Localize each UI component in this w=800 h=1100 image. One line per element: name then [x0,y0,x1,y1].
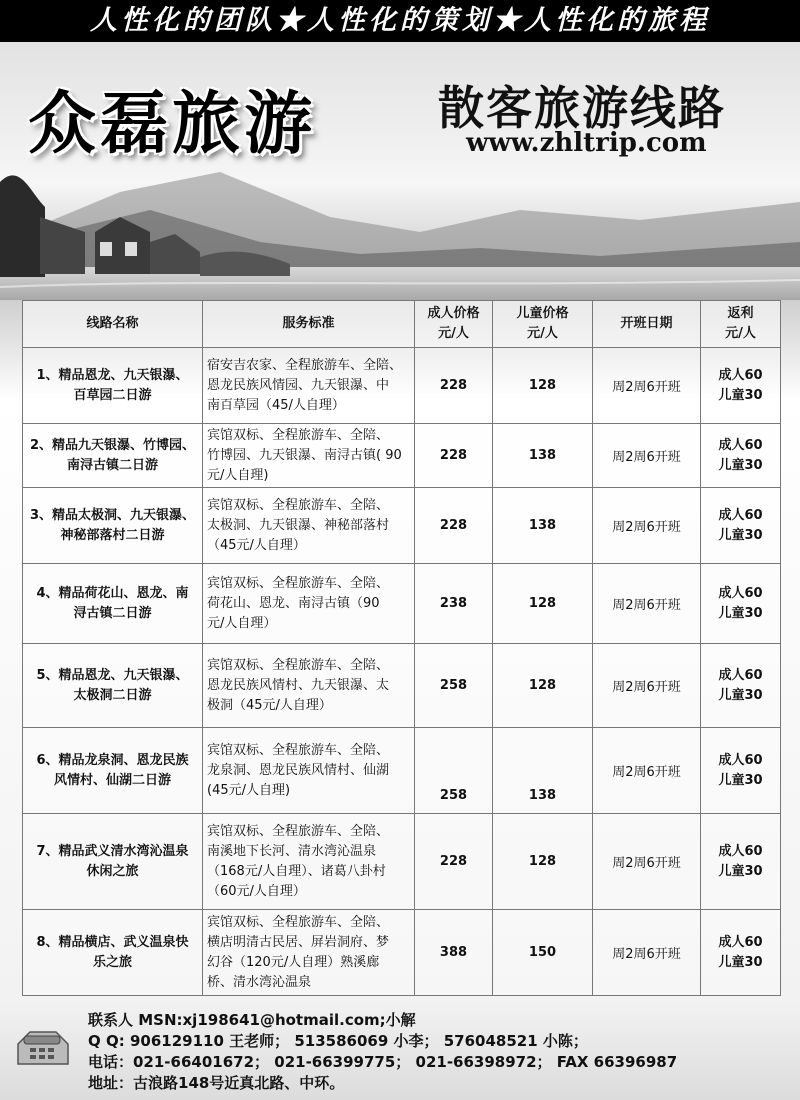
contact-phone[interactable]: 电话：021-66401672； 021-66399775； 021-66398972； FAX 66396987 [88,1053,678,1071]
rebate: 成人60 儿童30 [701,910,781,996]
route-service: 宾馆双标、全程旅游车、全陪、 横店明清古民居、屏岩洞府、梦 幻谷（120元/人自理）熟溪廊 桥、清水湾沁温泉 [203,910,415,996]
header-service: 服务标准 [203,301,415,348]
table-row [23,564,781,644]
route-service: 宾馆双标、全程旅游车、全陪、 竹博园、九天银瀑、南浔古镇( 90 元/人自理) [203,424,415,488]
telephone-icon [12,1022,72,1072]
table-row [23,348,781,424]
route-name: 4、精品荷花山、恩龙、南 浔古镇二日游 [23,564,203,644]
adult-price: 228 [415,348,493,424]
adult-price: 258 [415,644,493,728]
route-name: 5、精品恩龙、九天银瀑、 太极洞二日游 [23,644,203,728]
start-date: 周2周6开班 [593,348,701,424]
start-date: 周2周6开班 [593,728,701,814]
rebate: 成人60 儿童30 [701,644,781,728]
route-service: 宾馆双标、全程旅游车、全陪、 太极洞、九天银瀑、神秘部落村 （45元/人自理） [203,488,415,564]
route-name: 1、精品恩龙、九天银瀑、 百草园二日游 [23,348,203,424]
website-url[interactable]: www.zhltrip.com [466,128,707,158]
route-service: 宾馆双标、全程旅游车、全陪、 荷花山、恩龙、南浔古镇（90 元/人自理） [203,564,415,644]
header-adult-price: 成人价格 元/人 [415,301,493,348]
route-service: 宾馆双标、全程旅游车、全陪、 龙泉洞、恩龙民族风情村、仙湖 (45元/人自理) [203,728,415,814]
start-date: 周2周6开班 [593,644,701,728]
adult-price: 228 [415,814,493,910]
child-price: 128 [493,644,593,728]
contact-address: 地址：古浪路148号近真北路、中环。 [88,1074,345,1092]
routes-table [22,300,781,996]
start-date: 周2周6开班 [593,910,701,996]
route-name: 6、精品龙泉洞、恩龙民族 风情村、仙湖二日游 [23,728,203,814]
adult-price: 388 [415,910,493,996]
child-price: 138 [493,488,593,564]
start-date: 周2周6开班 [593,564,701,644]
route-name: 7、精品武义清水湾沁温泉 休闲之旅 [23,814,203,910]
table-row [23,488,781,564]
header-child-price: 儿童价格 元/人 [493,301,593,348]
route-name: 8、精品横店、武义温泉快 乐之旅 [23,910,203,996]
child-price: 138 [493,424,593,488]
adult-price: 228 [415,488,493,564]
child-price: 128 [493,348,593,424]
route-name: 3、精品太极洞、九天银瀑、 神秘部落村二日游 [23,488,203,564]
route-service: 宾馆双标、全程旅游车、全陪、 恩龙民族风情村、九天银瀑、太 极洞（45元/人自理） [203,644,415,728]
page-subtitle: 散客旅游线路 [438,81,726,135]
route-service: 宾馆双标、全程旅游车、全陪、 南溪地下长河、清水湾沁温泉 （168元/人自理）、诸葛八卦村 （60元/人自理） [203,814,415,910]
start-date: 周2周6开班 [593,424,701,488]
start-date: 周2周6开班 [593,488,701,564]
table-row [23,814,781,910]
route-service: 宿安吉农家、全程旅游车、全陪、 恩龙民族风情园、九天银瀑、中 南百草园（45/人自理） [203,348,415,424]
rebate: 成人60 儿童30 [701,814,781,910]
adult-price: 238 [415,564,493,644]
brand-logo: 众磊旅游 [28,85,317,164]
start-date: 周2周6开班 [593,814,701,910]
rebate: 成人60 儿童30 [701,488,781,564]
child-price: 128 [493,814,593,910]
rebate: 成人60 儿童30 [701,564,781,644]
adult-price: 228 [415,424,493,488]
table-row [23,910,781,996]
slogan-banner: 人性化的团队★人性化的策划★人性化的旅程 [0,0,800,42]
contact-info [88,1010,677,1094]
table-row [23,424,781,488]
child-price: 128 [493,564,593,644]
child-price: 150 [493,910,593,996]
table-row [23,728,781,814]
table-header-row [23,301,781,348]
rebate: 成人60 儿童30 [701,728,781,814]
route-name: 2、精品九天银瀑、竹博园、 南浔古镇二日游 [23,424,203,488]
rebate: 成人60 儿童30 [701,348,781,424]
adult-price: 258 [415,728,493,814]
header-rebate: 返利 元/人 [701,301,781,348]
contact-qq: Q Q: 906129110 王老师； 513586069 小李； 576048521 小陈； [88,1032,588,1050]
header-start-date: 开班日期 [593,301,701,348]
header-route-name: 线路名称 [23,301,203,348]
rebate: 成人60 儿童30 [701,424,781,488]
contact-msn[interactable]: 联系人 MSN:xj198641@hotmail.com;小解 [88,1011,416,1029]
table-row [23,644,781,728]
child-price: 138 [493,728,593,814]
